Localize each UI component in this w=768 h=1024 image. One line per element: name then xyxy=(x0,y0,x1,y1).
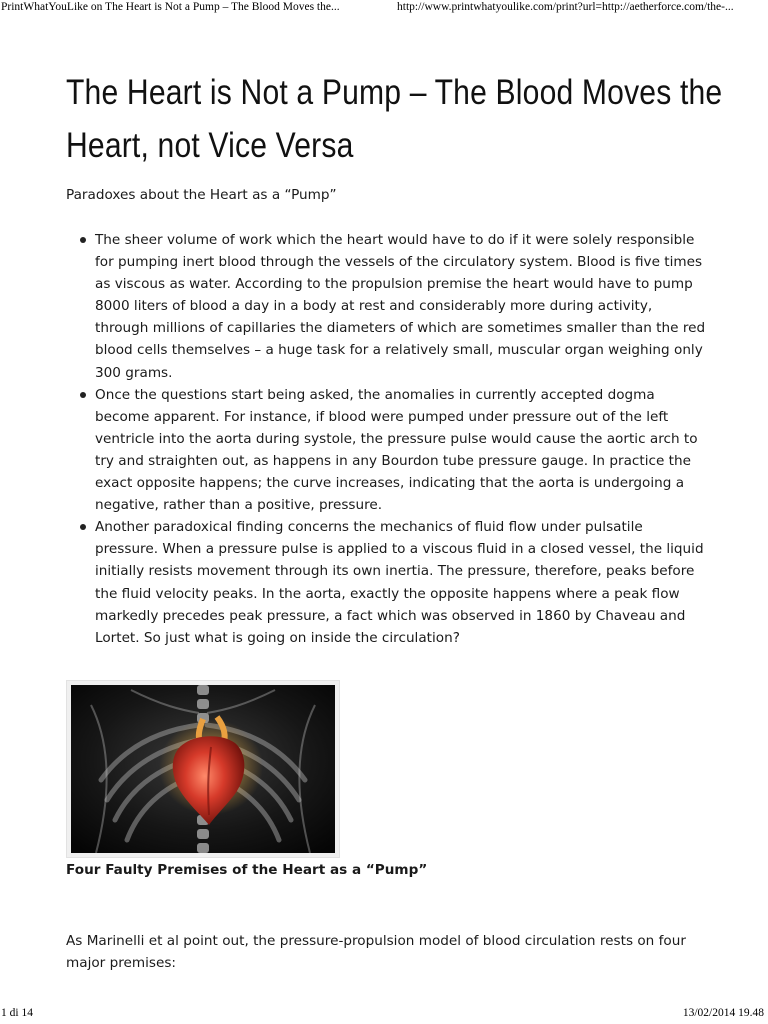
print-header xyxy=(0,0,768,18)
article-title xyxy=(66,66,723,172)
print-header-url: http://www.printwhatyoulike.com/print?url=http://aetherforce.com/the-... xyxy=(397,1,734,13)
print-header-title: PrintWhatYouLike on The Heart is Not a Pump – The Blood Moves the... xyxy=(1,1,340,13)
article-subtitle: Paradoxes about the Heart as a “Pump” xyxy=(66,187,337,203)
print-footer xyxy=(0,1004,768,1024)
article-title-line-1: The Heart is Not a Pump – The Blood Moves the xyxy=(66,73,723,112)
section-heading: Four Faulty Premises of the Heart as a “Pump” xyxy=(66,862,428,878)
heart-xray-image xyxy=(71,685,335,853)
list-item-text: The sheer volume of work which the heart would have to do if it were solely responsible for pumping inert blood through the vessels of the circulatory system. Blood is five times as viscous as water. According to the propulsion premise the heart would have to pump 8000 liters of blood a day in a body at rest and considerably more during activity, through millions of capillaries the diameters of which are sometimes smaller than the red blood cells themselves – a huge task for a relatively small, muscular organ weighing only 300 grams. xyxy=(95,232,706,381)
page-number: 1 di 14 xyxy=(1,1007,33,1019)
list-item-text: Once the questions start being asked, the anomalies in currently accepted dogma become apparent. For instance, if blood were pumped under pressure out of the left ventricle into the aorta during systole, the pressure pulse would cause the aortic arch to try and straighten out, as happens in any Bourdon tube pressure gauge. In practice the exact opposite happens; the curve increases, indicating that the aorta is undergoing a negative, rather than a positive, pressure. xyxy=(95,386,698,514)
bullet-icon xyxy=(80,392,86,398)
paradox-list xyxy=(66,229,706,649)
bullet-icon xyxy=(80,524,86,530)
list-item-text: Another paradoxical finding concerns the mechanics of fluid flow under pulsatile pressure. When a pressure pulse is applied to a viscous fluid in a closed vessel, the liquid initially resists movement through its own inertia. The pressure, therefore, peaks before the fluid velocity peaks. In the aorta, exactly the opposite happens where a peak flow markedly precedes peak pressure, a fact which was observed in 1860 by Chaveau and Lortet. So just what is going on inside the circulation? xyxy=(95,519,704,646)
bullet-icon xyxy=(80,237,86,243)
print-datetime: 13/02/2014 19.48 xyxy=(682,1007,764,1019)
list-item xyxy=(66,229,706,384)
article-title-line-2: Heart, not Vice Versa xyxy=(66,126,354,165)
list-item xyxy=(66,384,706,517)
list-item xyxy=(66,516,706,649)
body-paragraph: As Marinelli et al point out, the pressure-propulsion model of blood circulation rests on four major premises: xyxy=(66,933,686,971)
heart-illustration xyxy=(66,680,340,858)
